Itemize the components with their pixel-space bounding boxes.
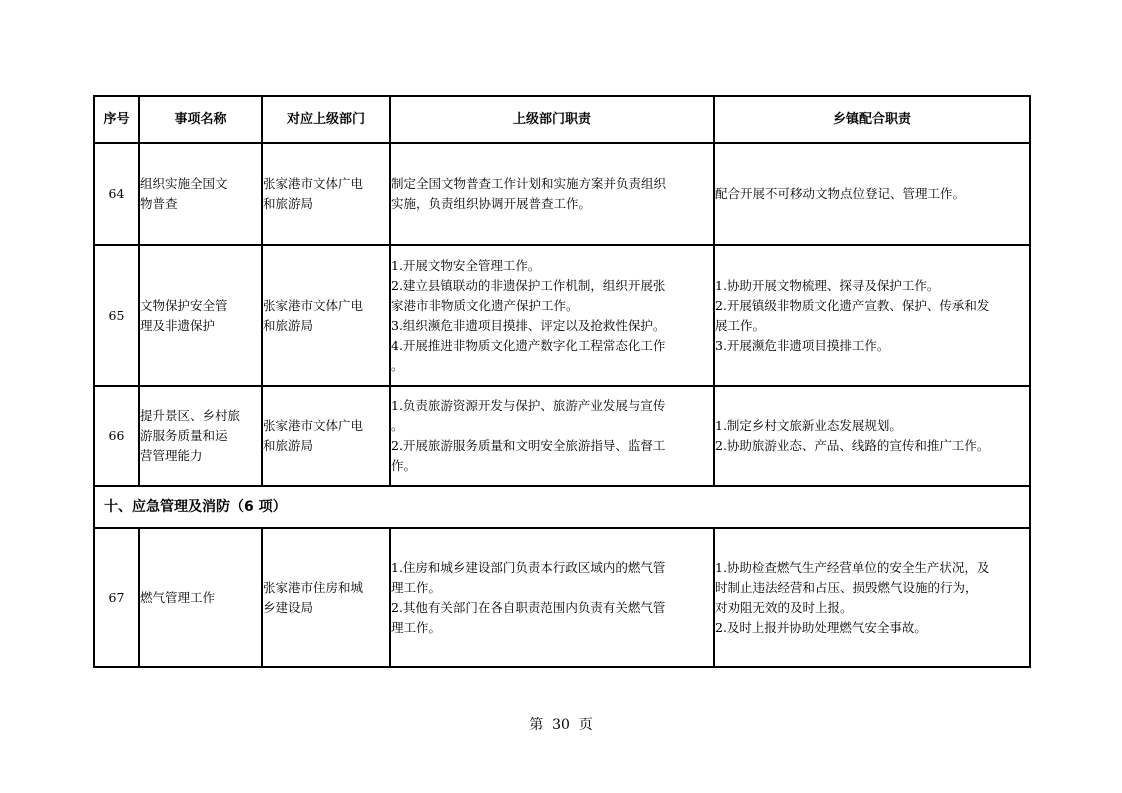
row-number: 67 — [94, 528, 139, 667]
item-name: 燃气管理工作 — [139, 528, 262, 667]
superior-dept: 张家港市文体广电 和旅游局 — [262, 245, 390, 386]
section-title: 十、应急管理及消防（6 项） — [94, 486, 1030, 528]
superior-dept: 张家港市住房和城 乡建设局 — [262, 528, 390, 667]
item-name: 文物保护安全管 理及非遗保护 — [139, 245, 262, 386]
item-name: 提升景区、乡村旅 游服务质量和运 营管理能力 — [139, 386, 262, 486]
row-number: 65 — [94, 245, 139, 386]
table-row — [94, 143, 1030, 245]
item-name: 组织实施全国文 物普查 — [139, 143, 262, 245]
superior-dept: 张家港市文体广电 和旅游局 — [262, 386, 390, 486]
section-row — [94, 486, 1030, 528]
town-duty: 1.协助检查燃气生产经营单位的安全生产状况，及 时制止违法经营和占压、损毁燃气设施的行为， 对劝阻无效的及时上报。 2.及时上报并协助处理燃气安全事故。 — [714, 528, 1030, 667]
town-duty: 配合开展不可移动文物点位登记、管理工作。 — [714, 143, 1030, 245]
header-row — [94, 96, 1030, 143]
header-town-duty: 乡镇配合职责 — [714, 96, 1030, 143]
row-number: 66 — [94, 386, 139, 486]
page-number: 第 30 页 — [529, 717, 593, 733]
duty-table — [93, 95, 1031, 668]
superior-duty: 1.负责旅游资源开发与保护、旅游产业发展与宣传 。 2.开展旅游服务质量和文明安全旅游指导、监督工 作。 — [390, 386, 714, 486]
superior-dept: 张家港市文体广电 和旅游局 — [262, 143, 390, 245]
superior-duty: 1.住房和城乡建设部门负责本行政区域内的燃气管 理工作。 2.其他有关部门在各自职责范围内负责有关燃气管 理工作。 — [390, 528, 714, 667]
row-number: 64 — [94, 143, 139, 245]
table-row — [94, 528, 1030, 667]
town-duty: 1.制定乡村文旅新业态发展规划。 2.协助旅游业态、产品、线路的宣传和推广工作。 — [714, 386, 1030, 486]
header-no: 序号 — [94, 96, 139, 143]
table-row — [94, 386, 1030, 486]
superior-duty: 制定全国文物普查工作计划和实施方案并负责组织 实施，负责组织协调开展普查工作。 — [390, 143, 714, 245]
table-row — [94, 245, 1030, 386]
header-superior-dept: 对应上级部门 — [262, 96, 390, 143]
superior-duty: 1.开展文物安全管理工作。 2.建立县镇联动的非遗保护工作机制，组织开展张 家港市非物质文化遗产保护工作。 3.组织濒危非遗项目摸排、评定以及抢救性保护。 4.开展推进非物质文化遗产数字化工程常态化工作 。 — [390, 245, 714, 386]
header-superior-duty: 上级部门职责 — [390, 96, 714, 143]
town-duty: 1.协助开展文物梳理、探寻及保护工作。 2.开展镇级非物质文化遗产宣教、保护、传承和发 展工作。 3.开展濒危非遗项目摸排工作。 — [714, 245, 1030, 386]
header-item-name: 事项名称 — [139, 96, 262, 143]
